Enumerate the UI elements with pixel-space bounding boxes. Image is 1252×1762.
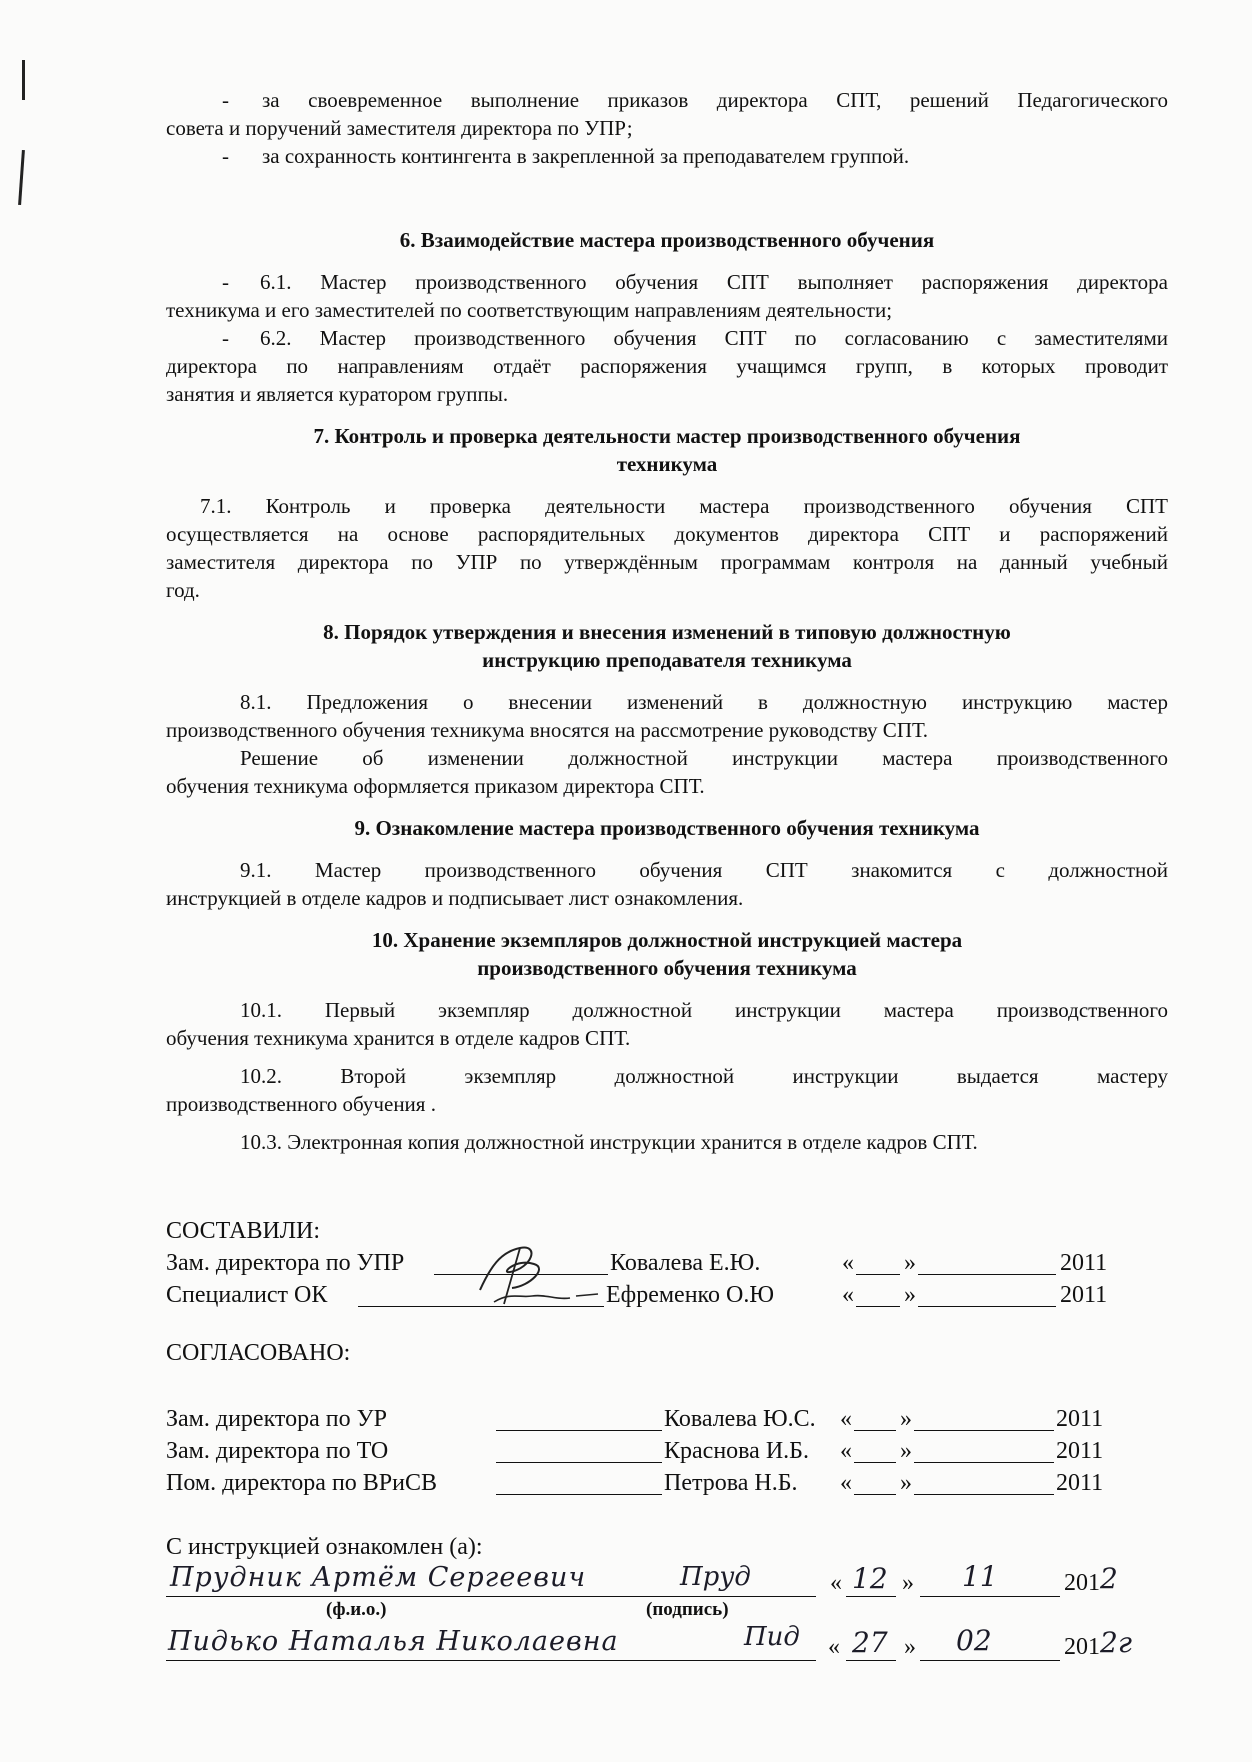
month-line [914, 1430, 1054, 1431]
caption-sign: (подпись) [646, 1599, 729, 1620]
handwritten-fio: Прудник Артём Сергеевич [170, 1562, 587, 1593]
handwritten-fio: Пидько Наталья Николаевна [168, 1626, 619, 1657]
agreed-name: Ковалева Ю.С. [664, 1406, 816, 1432]
handwritten-signature: Пид [744, 1622, 800, 1652]
paragraph-line: производственного обучения техникума вносятся на рассмотрение руководству СПТ. [166, 718, 928, 742]
signature-line [496, 1430, 662, 1431]
open-quote: « [840, 1470, 852, 1496]
open-quote: « [842, 1250, 854, 1276]
day-line [846, 1660, 896, 1661]
responsibility-item-cont: совета и поручений заместителя директора по УПР; [166, 116, 633, 140]
section-heading: производственного обучения техникума [477, 956, 857, 980]
acquainted-heading: С инструкцией ознакомлен (а): [166, 1534, 483, 1560]
scan-mark [18, 150, 25, 205]
scan-mark [22, 60, 25, 100]
section-heading: 6. Взаимодействие мастера производственного обучения [399, 228, 935, 252]
paragraph-line: 6.1. Мастер производственного обучения СПТ выполняет распоряжения директора [260, 270, 1168, 294]
fio-sign-line [166, 1660, 816, 1661]
compiled-heading: СОСТАВИЛИ: [166, 1218, 321, 1244]
signature-line [496, 1494, 662, 1495]
month-line [920, 1660, 1060, 1661]
responsibility-item: за своевременное выполнение приказов директора СПТ, решений Педагогического [262, 88, 1168, 112]
paragraph-line: 10.3. Электронная копия должностной инструкции хранится в отделе кадров СПТ. [240, 1130, 978, 1154]
close-quote: » [904, 1634, 916, 1660]
day-line [854, 1462, 896, 1463]
day-line [854, 1494, 896, 1495]
paragraph-line: обучения техникума хранится в отделе кадров СПТ. [166, 1026, 631, 1050]
handwritten-year: 2 [1100, 1562, 1118, 1595]
handwritten-year: 2г [1100, 1626, 1132, 1659]
agreed-heading: СОГЛАСОВАНО: [166, 1340, 351, 1366]
paragraph-line: осуществляется на основе распорядительных документов директора СПТ и распоряжений [166, 522, 1168, 546]
section-heading: инструкцию преподавателя техникума [482, 648, 852, 672]
year-printed: 201 [1064, 1634, 1100, 1660]
open-quote: « [840, 1438, 852, 1464]
agreed-name: Петрова Н.Б. [664, 1470, 798, 1496]
agreed-name: Краснова И.Б. [664, 1438, 809, 1464]
agreed-role: Пом. директора по ВРиСВ [166, 1470, 437, 1496]
handwritten-signature: Пруд [680, 1562, 751, 1592]
section-heading: 9. Ознакомление мастера производственного обучения техникума [354, 816, 980, 840]
paragraph-line: 10.2. Второй экземпляр должностной инструкции выдается мастеру [240, 1064, 1168, 1088]
open-quote: « [842, 1282, 854, 1308]
handwritten-month: 02 [956, 1624, 992, 1657]
year: 2011 [1060, 1250, 1108, 1276]
close-quote: » [904, 1282, 916, 1308]
close-quote: » [900, 1470, 912, 1496]
compiled-role: Специалист ОК [166, 1282, 328, 1308]
responsibility-item: за сохранность контингента в закрепленной за преподавателем группой. [262, 144, 910, 168]
paragraph-line: инструкцией в отделе кадров и подписывает лист ознакомления. [166, 886, 744, 910]
handwritten-day: 12 [852, 1562, 888, 1595]
caption-fio: (ф.и.о.) [326, 1599, 387, 1620]
paragraph-line: 9.1. Мастер производственного обучения СПТ знакомится с должностной [240, 858, 1168, 882]
month-line [914, 1462, 1054, 1463]
open-quote: « [828, 1634, 840, 1660]
day-line [854, 1430, 896, 1431]
paragraph-line: директора по направлениям отдаёт распоряжения учащимся групп, в которых проводит [166, 354, 1168, 378]
bullet: - [222, 144, 229, 168]
paragraph-line: год. [166, 578, 200, 602]
paragraph-line: Решение об изменении должностной инструкции мастера производственного [240, 746, 1168, 770]
close-quote: » [900, 1438, 912, 1464]
handwritten-day: 27 [852, 1626, 888, 1659]
close-quote: » [900, 1406, 912, 1432]
agreed-role: Зам. директора по ТО [166, 1438, 389, 1464]
close-quote: » [904, 1250, 916, 1276]
section-heading: 7. Контроль и проверка деятельности мастер производственного обучения [313, 424, 1021, 448]
month-line [918, 1274, 1056, 1275]
paragraph-line: производственного обучения . [166, 1092, 436, 1116]
compiled-name: Ефременко О.Ю [606, 1282, 774, 1308]
paragraph-line: 6.2. Мастер производственного обучения СПТ по согласованию с заместителями [260, 326, 1168, 350]
month-line [918, 1306, 1056, 1307]
section-heading: 8. Порядок утверждения и внесения изменений в типовую должностную [323, 620, 1011, 644]
bullet: - [222, 270, 229, 294]
signature-line [496, 1462, 662, 1463]
section-heading: техникума [616, 452, 718, 476]
handwritten-signature [460, 1238, 600, 1310]
compiled-name: Ковалева Е.Ю. [610, 1250, 761, 1276]
paragraph-line: заместителя директора по УПР по утверждённым программам контроля на данный учебный [166, 550, 1168, 574]
year: 2011 [1060, 1282, 1108, 1308]
year-printed: 201 [1064, 1570, 1100, 1596]
day-line [846, 1596, 896, 1597]
agreed-role: Зам. директора по УР [166, 1406, 387, 1432]
month-line [914, 1494, 1054, 1495]
paragraph-line: 10.1. Первый экземпляр должностной инструкции мастера производственного [240, 998, 1168, 1022]
day-line [856, 1274, 900, 1275]
month-line [920, 1596, 1060, 1597]
paragraph-line: занятия и является куратором группы. [166, 382, 509, 406]
bullet: - [222, 88, 229, 112]
day-line [856, 1306, 900, 1307]
open-quote: « [840, 1406, 852, 1432]
paragraph-line: техникума и его заместителей по соответствующим направлениям деятельности; [166, 298, 893, 322]
bullet: - [222, 326, 229, 350]
close-quote: » [902, 1570, 914, 1596]
year: 2011 [1056, 1438, 1104, 1464]
paragraph-line: обучения техникума оформляется приказом директора СПТ. [166, 774, 705, 798]
compiled-role: Зам. директора по УПР [166, 1250, 405, 1276]
open-quote: « [830, 1570, 842, 1596]
handwritten-month: 11 [962, 1560, 998, 1593]
section-heading: 10. Хранение экземпляров должностной инструкцией мастера [371, 928, 963, 952]
year: 2011 [1056, 1406, 1104, 1432]
year: 2011 [1056, 1470, 1104, 1496]
paragraph-line: 8.1. Предложения о внесении изменений в должностную инструкцию мастер [240, 690, 1168, 714]
paragraph-line: 7.1. Контроль и проверка деятельности мастера производственного обучения СПТ [200, 494, 1168, 518]
